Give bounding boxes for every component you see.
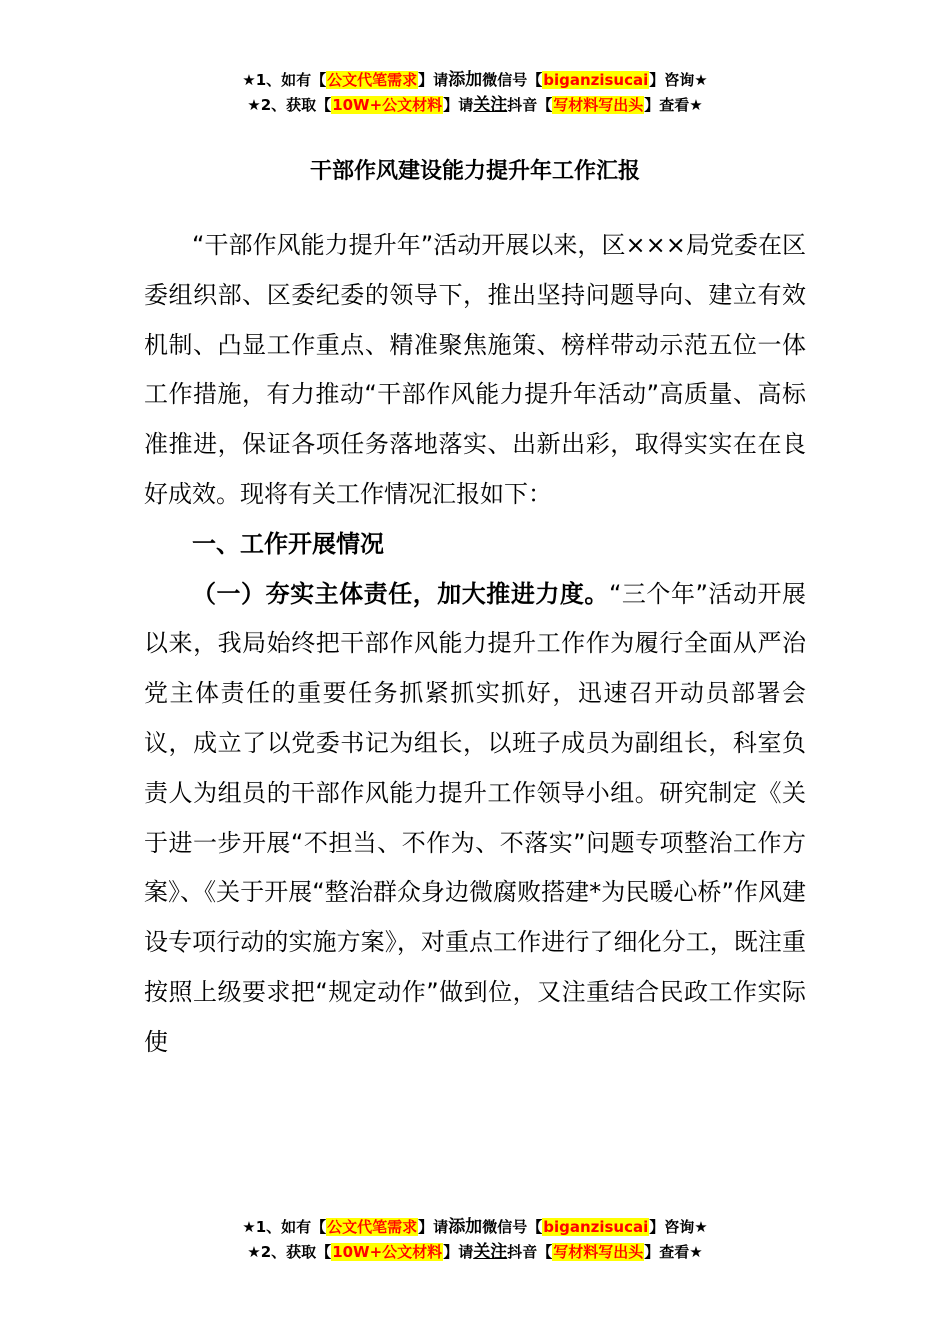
document-body — [144, 221, 806, 1068]
highlight-douyin-account: 写材料写出头 — [553, 96, 644, 114]
subsection-body: “三个年”活动开展以来，我局始终把干部作风能力提升工作作为履行全面从严治党主体责任的重要任务抓紧抓实抓好，迅速召开动员部署会议，成立了以党委书记为组长，以班子成员为副组长，科室负责人为组员的干部作风能力提升工作领导小组。研究制定《关于进一步开展“不担当、不作为、不落实”问题专项整治工作方案》、《关于开展“整治群众身边微腐败搭建*为民暖心桥”作风建设专项行动的实施方案》，对重点工作进行了细化分工，既注重按照上级要求把“规定动作”做到位，又注重结合民政工作实际使 — [144, 579, 807, 1056]
promo-line-2: ★2、获取【10W+公文材料】请关注抖音【写材料写出头】查看★ — [247, 95, 703, 115]
highlight-service: 公文代笔需求 — [327, 1218, 418, 1236]
section-heading: 一、工作开展情况 — [192, 529, 384, 558]
intro-paragraph: “干部作风能力提升年”活动开展以来，区×××局党委在区委组织部、区委纪委的领导下，推出坚持问题导向、建立有效机制、凸显工作重点、精准聚焦施策、榜样带动示范五位一体工作措施，有力推动“干部作风能力提升年活动”高质量、高标准推进，保证各项任务落地落实、出新出彩，取得实实在在良好成效。现将有关工作情况汇报如下： — [144, 231, 806, 508]
highlight-materials: 10W+公文材料 — [332, 1243, 443, 1261]
highlight-wechat-id: biganzisucai — [543, 71, 649, 89]
promo-line-2: ★2、获取【10W+公文材料】请关注抖音【写材料写出头】查看★ — [247, 1242, 703, 1262]
highlight-wechat-id: biganzisucai — [543, 1218, 649, 1236]
promo-line-1: ★1、如有【公文代笔需求】请添加微信号【biganzisucai】咨询★ — [242, 70, 708, 90]
promo-banner-top — [0, 68, 950, 118]
promo-banner-bottom — [0, 1215, 950, 1265]
document-title: 干部作风建设能力提升年工作汇报 — [309, 159, 640, 184]
promo-line-1: ★1、如有【公文代笔需求】请添加微信号【biganzisucai】咨询★ — [242, 1217, 708, 1237]
subsection-heading: （一）夯实主体责任，加大推进力度。 — [192, 579, 609, 608]
highlight-service: 公文代笔需求 — [327, 71, 418, 89]
highlight-douyin-account: 写材料写出头 — [553, 1243, 644, 1261]
subsection-paragraph — [144, 570, 806, 1068]
highlight-materials: 10W+公文材料 — [332, 96, 443, 114]
